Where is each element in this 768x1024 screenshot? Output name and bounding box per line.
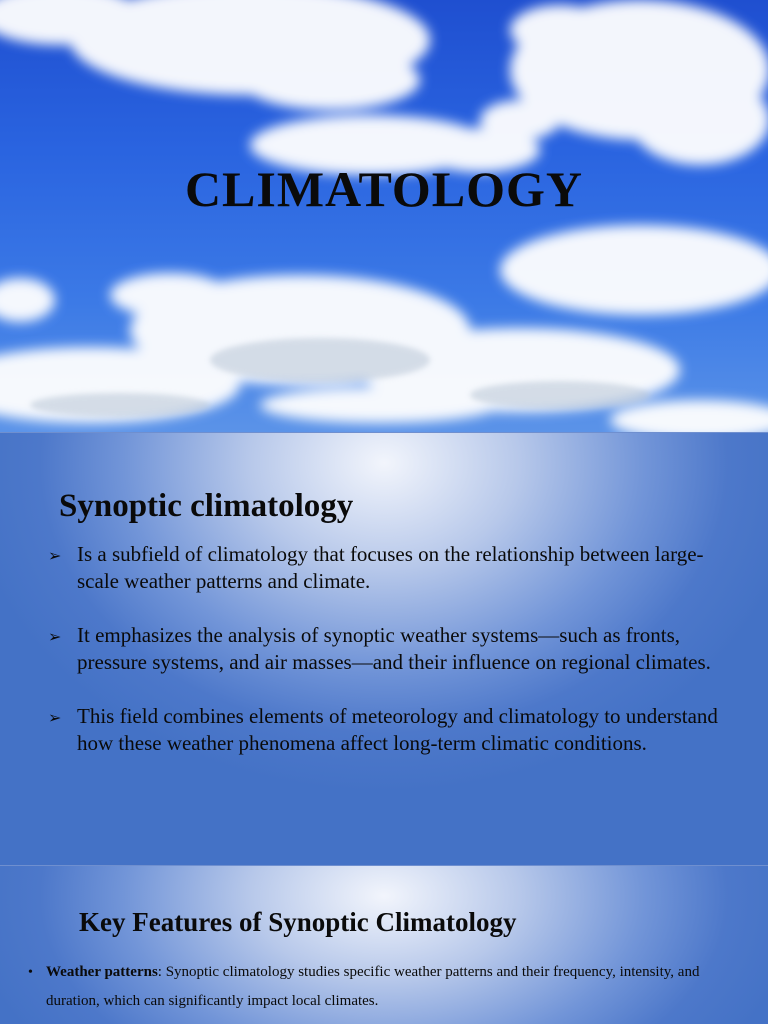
- list-item: [48, 622, 728, 676]
- list-item: [48, 703, 728, 757]
- synoptic-climatology-slide: [0, 433, 768, 865]
- slide-heading: Synoptic climatology: [59, 488, 354, 524]
- key-features-slide: [0, 866, 768, 1024]
- arrow-bullet-icon: ➢: [48, 546, 62, 565]
- bullet-list: [48, 541, 728, 784]
- arrow-bullet-icon: ➢: [48, 627, 62, 646]
- bullet-dot-icon: •: [28, 965, 33, 980]
- slide-title: CLIMATOLOGY: [184, 161, 584, 217]
- bullet-text: : Synoptic climatology studies specific weather patterns and their frequency, intensity, and duration, which can significantly impact local climates.: [46, 964, 700, 1009]
- bullet-text: It emphasizes the analysis of synoptic weather systems—such as fronts, pressure systems, and air masses—and their influence on regional climates.: [77, 623, 711, 674]
- list-item: [28, 958, 738, 1016]
- arrow-bullet-icon: ➢: [48, 708, 62, 727]
- list-item: [48, 541, 728, 595]
- bullet-text: Is a subfield of climatology that focuses on the relationship between large-scale weather patterns and climate.: [77, 542, 704, 593]
- bullet-text: This field combines elements of meteorology and climatology to understand how these weather phenomena affect long-term climatic conditions.: [77, 704, 718, 755]
- slide-heading: Key Features of Synoptic Climatology: [79, 907, 517, 937]
- bullet-term: Weather patterns: [46, 964, 158, 980]
- bullet-list: [28, 958, 738, 1016]
- title-slide: [0, 0, 768, 432]
